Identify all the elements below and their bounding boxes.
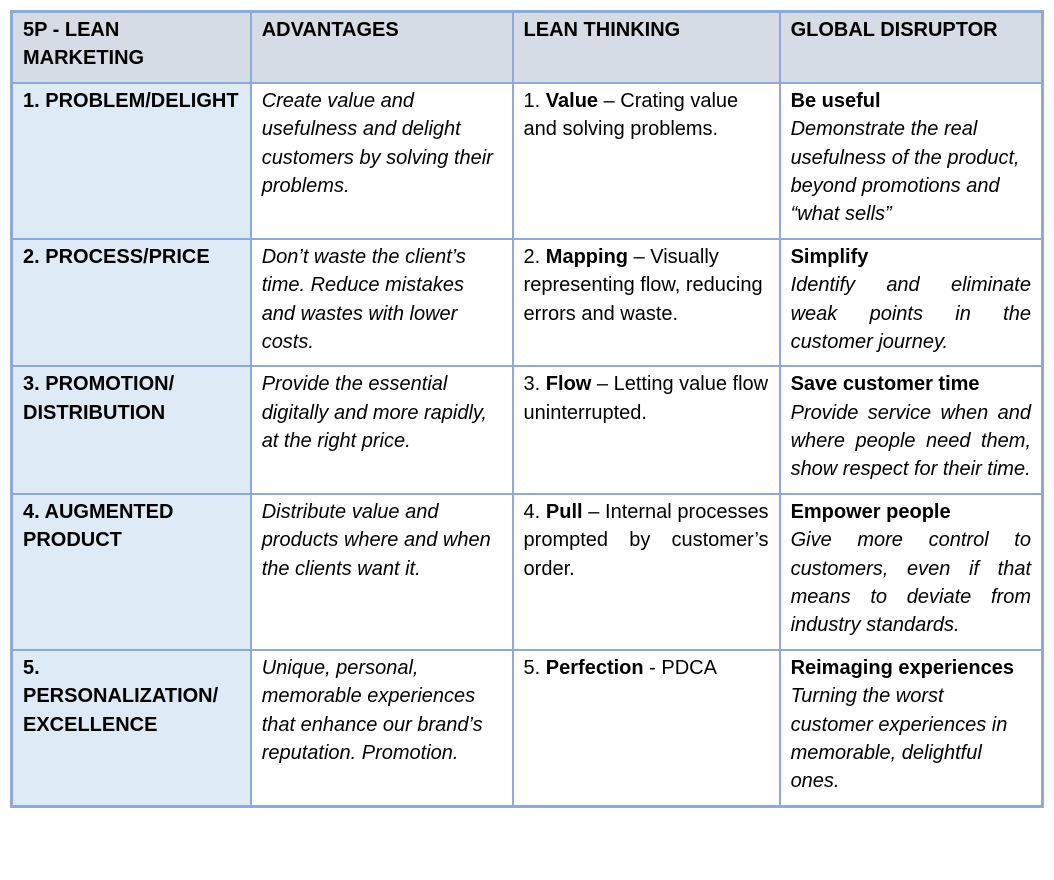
table-cell (780, 650, 1043, 806)
table-cell (12, 83, 251, 239)
cell-paragraph (524, 654, 769, 682)
text-run: Provide service when and where people need them, show respect for their time. (790, 401, 1031, 481)
table-cell (12, 650, 251, 806)
text-run: – Visually representing flow, reducing errors and waste. (523, 245, 763, 325)
text-run: Create value and usefulness and delight customers by solving their problems. (261, 89, 493, 197)
cell-paragraph (791, 654, 1031, 682)
text-run: Unique, personal, memorable experiences that enhance our brand’s reputation. Promotion. (261, 656, 483, 764)
cell-paragraph (791, 115, 1031, 229)
text-run: 3. PROMOTION/ DISTRIBUTION (23, 373, 175, 424)
text-run: – Crating value and solving problems. (523, 89, 739, 141)
table-cell (251, 650, 513, 806)
text-run: 5. PERSONALIZATION/ EXCELLENCE (23, 656, 219, 736)
table-cell (780, 83, 1043, 239)
cell-paragraph (791, 370, 1031, 398)
table-cell (251, 366, 513, 494)
table-cell (780, 494, 1043, 650)
text-run: Demonstrate the real usefulness of the product, beyond promotions and “what sells” (790, 118, 1020, 226)
table-row (12, 494, 1043, 650)
header-row (12, 12, 1043, 83)
cell-paragraph (524, 498, 769, 583)
text-run: 5. (523, 656, 546, 679)
text-run: 4. AUGMENTED PRODUCT (23, 500, 174, 552)
cell-paragraph (524, 370, 769, 427)
text-run: Don’t waste the client’s time. Reduce mistakes and wastes with lower costs. (261, 245, 466, 353)
text-run: Reimaging experiences (790, 656, 1014, 679)
table-cell (12, 239, 251, 367)
table-row (12, 83, 1043, 239)
cell-paragraph (791, 498, 1031, 526)
text-run: Perfection (545, 656, 644, 679)
text-run: Distribute value and products where and when the clients want it. (261, 500, 491, 580)
text-run: Give more control to customers, even if that means to deviate from industry standards. (790, 529, 1031, 637)
table-body (12, 83, 1043, 806)
cell-paragraph (524, 87, 769, 144)
cell-paragraph (791, 526, 1031, 640)
cell-paragraph (524, 243, 769, 328)
table-cell (251, 239, 513, 367)
header-cell-advantages: ADVANTAGES (251, 12, 513, 83)
text-run: – Internal processes prompted by customer’s order. (523, 500, 769, 580)
cell-paragraph (262, 370, 502, 455)
table-row (12, 366, 1043, 494)
cell-paragraph (262, 498, 502, 583)
cell-paragraph (791, 271, 1031, 356)
text-run: Empower people (790, 500, 951, 523)
table-cell (12, 366, 251, 494)
table-row (12, 239, 1043, 367)
table-cell (513, 494, 780, 650)
cell-paragraph (23, 243, 240, 271)
table-cell (251, 494, 513, 650)
cell-paragraph (791, 243, 1031, 271)
table-cell (513, 239, 780, 367)
table-cell (251, 83, 513, 239)
text-run: 4. (523, 500, 546, 523)
cell-paragraph (262, 87, 502, 201)
cell-paragraph (262, 243, 502, 357)
text-run: Mapping (545, 245, 629, 268)
table-cell (513, 83, 780, 239)
text-run: Value (545, 89, 599, 112)
text-run: 2. PROCESS/PRICE (23, 245, 210, 268)
table-cell (12, 494, 251, 650)
table-cell (780, 239, 1043, 367)
text-run: Turning the worst customer experiences in memorable, delightful ones. (790, 685, 1008, 793)
table-cell (780, 366, 1043, 494)
text-run: 1. (523, 89, 546, 112)
table-row (12, 650, 1043, 806)
text-run: Save customer time (790, 373, 980, 396)
cell-paragraph (23, 654, 240, 739)
table-cell (513, 366, 780, 494)
text-run: Pull (545, 500, 583, 523)
lean-marketing-table (10, 10, 1044, 808)
text-run: Flow (545, 373, 592, 396)
cell-paragraph (23, 370, 240, 427)
header-cell-lean-thinking: LEAN THINKING (513, 12, 780, 83)
cell-paragraph (262, 654, 502, 768)
cell-paragraph (791, 399, 1031, 484)
text-run: Be useful (790, 89, 881, 112)
text-run: - PDCA (643, 656, 717, 679)
header-cell-5p-lean-marketing: 5P - LEAN MARKETING (12, 12, 251, 83)
text-run: Identify and eliminate weak points in the customer journey. (790, 274, 1031, 353)
text-run: 1. PROBLEM/DELIGHT (23, 89, 239, 112)
cell-paragraph (791, 87, 1031, 115)
cell-paragraph (791, 682, 1031, 796)
text-run: 2. (523, 245, 546, 268)
cell-paragraph (23, 498, 240, 555)
header-cell-global-disruptor: GLOBAL DISRUPTOR (780, 12, 1043, 83)
cell-paragraph (23, 87, 240, 115)
text-run: – Letting value flow uninterrupted. (523, 373, 769, 424)
text-run: 3. (523, 373, 546, 396)
text-run: Simplify (790, 245, 869, 268)
table-cell (513, 650, 780, 806)
text-run: Provide the essential digitally and more rapidly, at the right price. (261, 373, 487, 453)
